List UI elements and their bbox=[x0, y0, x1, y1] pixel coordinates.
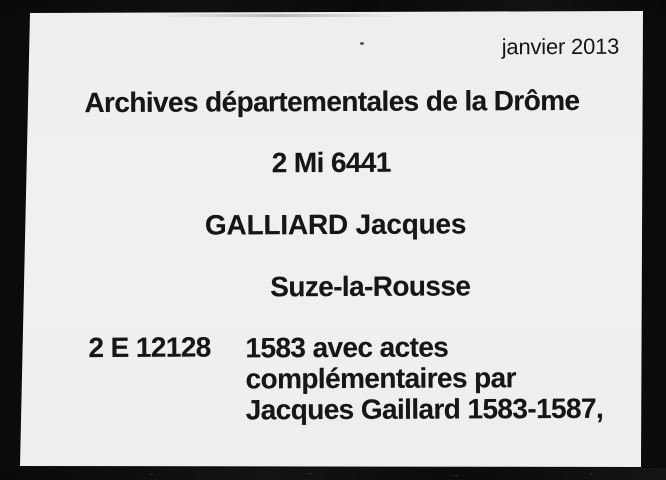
dust-speck bbox=[590, 473, 592, 475]
scan-smudge bbox=[160, 14, 400, 17]
description-line: complémentaires par bbox=[245, 362, 516, 395]
entry-description bbox=[245, 331, 603, 426]
dust-speck bbox=[308, 473, 312, 474]
microfilm-reference: 2 Mi 6441 bbox=[271, 146, 391, 179]
description-line: 1583 avec actes bbox=[245, 331, 449, 364]
cote-label: 2 E 12128 bbox=[88, 331, 211, 364]
place-name: Suze-la-Rousse bbox=[270, 270, 471, 303]
institution-title: Archives départementales de la Drôme bbox=[84, 84, 580, 119]
dust-speck bbox=[150, 474, 153, 475]
dust-speck bbox=[360, 42, 364, 45]
dust-speck bbox=[455, 475, 458, 476]
notary-name: GALLIARD Jacques bbox=[204, 208, 467, 241]
description-line: Jacques Gaillard 1583-1587, bbox=[245, 392, 604, 426]
date-note: janvier 2013 bbox=[501, 33, 620, 60]
